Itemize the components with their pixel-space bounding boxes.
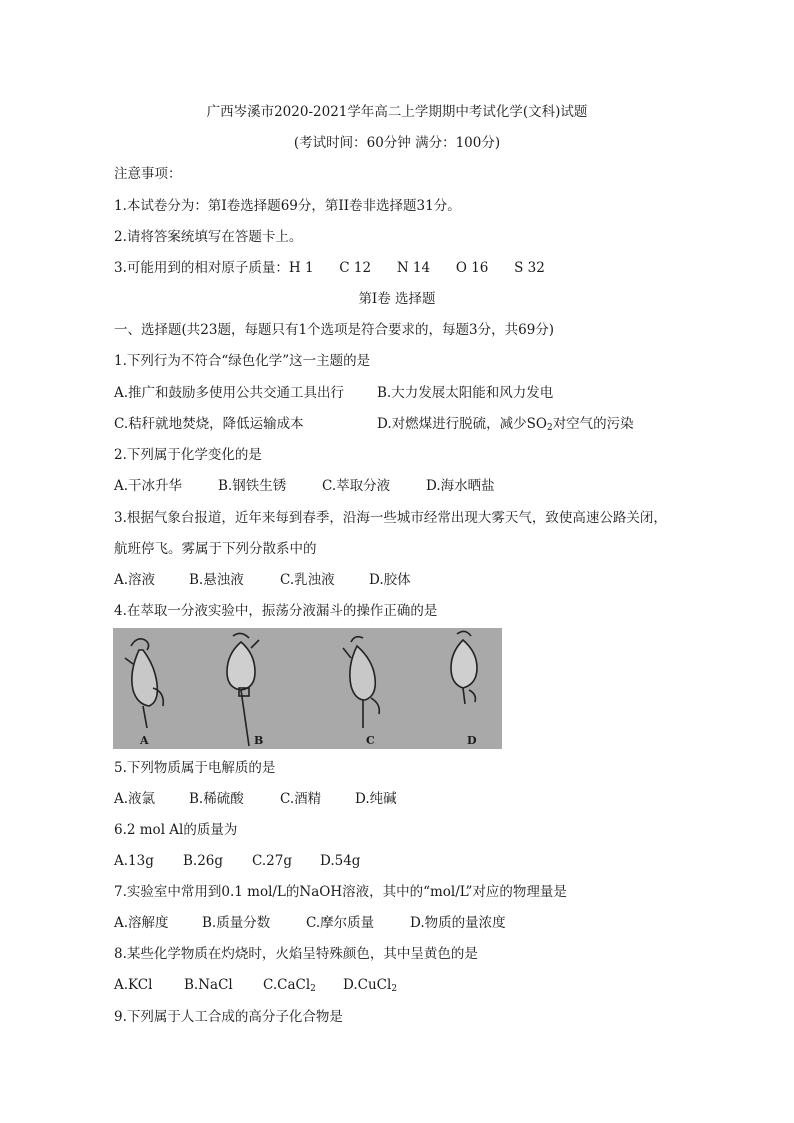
- q1-option-c[interactable]: C.秸秆就地焚烧，降低运输成本: [114, 416, 304, 432]
- section-title: 第I卷 选择题: [358, 291, 436, 307]
- q7-option-b[interactable]: B.质量分数: [202, 915, 271, 931]
- notice-1: 1.本试卷分为：第I卷选择题69分，第II卷非选择题31分。: [114, 198, 461, 214]
- question-3-stem-2: 航班停飞。雾属于下列分散系中的: [114, 541, 317, 557]
- q5-option-d[interactable]: D.纯碱: [355, 791, 397, 807]
- q1-option-d-sub: 2: [546, 423, 553, 433]
- exam-title: 广西岑溪市2020-2021学年高二上学期期中考试化学(文科)试题: [206, 104, 588, 120]
- figure-label-d: D: [467, 734, 477, 747]
- q7-option-d[interactable]: D.物质的量浓度: [410, 915, 506, 931]
- q7-option-a[interactable]: A.溶解度: [114, 915, 169, 931]
- q1-option-b[interactable]: B.大力发展太阳能和风力发电: [377, 385, 554, 401]
- question-8-stem: 8.某些化学物质在灼烧时，火焰呈特殊颜色，其中呈黄色的是: [114, 946, 478, 962]
- q1-option-d[interactable]: [377, 415, 634, 437]
- q1-option-a[interactable]: A.推广和鼓励多使用公共交通工具出行: [114, 385, 345, 401]
- q6-option-b[interactable]: B.26g: [183, 853, 224, 869]
- question-6-stem: 6.2 mol Al的质量为: [114, 822, 238, 838]
- q5-option-c[interactable]: C.酒精: [280, 791, 322, 807]
- q8-option-d-pre: D.CuCl: [343, 977, 392, 993]
- question-7-options: [114, 914, 506, 932]
- notice-3: 3.可能用到的相对原子质量：H 1 C 12 N 14 O 16 S 32: [114, 260, 545, 276]
- separatory-funnel-figure: [113, 628, 502, 749]
- q7-option-c[interactable]: C.摩尔质量: [306, 915, 375, 931]
- q2-option-d[interactable]: D.海水晒盐: [426, 478, 495, 494]
- question-3-options: [114, 571, 411, 589]
- q1-option-d-pre: D.对燃煤进行脱硫，减少SO: [377, 416, 547, 432]
- q6-option-d[interactable]: D.54g: [320, 853, 361, 869]
- question-3-stem-1: 3.根据气象台报道，近年来每到春季，沿海一些城市经常出现大雾天气，致使高速公路关闭，: [114, 510, 667, 526]
- question-4-stem: 4.在萃取一分液实验中，振荡分液漏斗的操作正确的是: [114, 603, 438, 619]
- notice-2: 2.请将答案统填写在答题卡上。: [114, 229, 303, 245]
- q5-option-a[interactable]: A.液氯: [114, 791, 156, 807]
- figure-label-a: A: [140, 734, 149, 747]
- q2-option-a[interactable]: A.干冰升华: [114, 478, 183, 494]
- funnel-a: [125, 639, 163, 728]
- q1-option-d-post: 对空气的污染: [552, 416, 634, 432]
- exam-info: (考试时间：60分钟 满分：100分): [293, 135, 501, 151]
- funnel-c: [343, 637, 379, 728]
- question-5-stem: 5.下列物质属于电解质的是: [114, 760, 276, 776]
- q3-option-d[interactable]: D.胶体: [369, 572, 411, 588]
- question-1-options-cd: [114, 415, 634, 437]
- question-8-options: [114, 976, 397, 998]
- q8-option-a[interactable]: A.KCl: [114, 977, 153, 993]
- q6-option-c[interactable]: C.27g: [252, 853, 292, 869]
- figure-label-b: B: [254, 734, 264, 747]
- q8-option-b[interactable]: B.NaCl: [184, 977, 233, 993]
- q2-option-c[interactable]: C.萃取分液: [322, 478, 391, 494]
- q5-option-b[interactable]: B.稀硫酸: [189, 791, 244, 807]
- q8-option-d[interactable]: [343, 976, 397, 998]
- question-7-stem: 7.实验室中常用到0.1 mol/L的NaOH溶液，其中的“mol/L”对应的物理量是: [114, 884, 567, 900]
- q8-option-d-sub: 2: [391, 984, 398, 994]
- q8-option-c-pre: C.CaCl: [263, 977, 311, 993]
- q3-option-c[interactable]: C.乳浊液: [280, 572, 335, 588]
- q6-option-a[interactable]: A.13g: [114, 853, 154, 869]
- question-2-options: [114, 477, 495, 495]
- funnel-d: [451, 631, 477, 704]
- question-2-stem: 2.下列属于化学变化的是: [114, 447, 262, 463]
- q8-option-c[interactable]: [263, 976, 343, 998]
- q3-option-b[interactable]: B.悬浊液: [189, 572, 244, 588]
- part-heading: 一、选择题(共23题，每题只有1个选项是符合要求的，每题3分，共69分): [114, 322, 555, 338]
- figure-label-c: C: [366, 734, 375, 747]
- notice-heading: 注意事项：: [114, 166, 182, 182]
- question-6-options: [114, 852, 360, 870]
- q3-option-a[interactable]: A.溶液: [114, 572, 156, 588]
- funnel-b: [227, 633, 259, 746]
- question-1-options-ab: [114, 384, 553, 402]
- q8-option-c-sub: 2: [310, 984, 316, 994]
- question-5-options: [114, 790, 397, 808]
- question-1-stem: 1.下列行为不符合“绿色化学”这一主题的是: [114, 353, 371, 369]
- funnel-illustrations: [113, 628, 502, 749]
- question-9-stem: 9.下列属于人工合成的高分子化合物是: [114, 1009, 343, 1025]
- q2-option-b[interactable]: B.钢铁生锈: [218, 478, 287, 494]
